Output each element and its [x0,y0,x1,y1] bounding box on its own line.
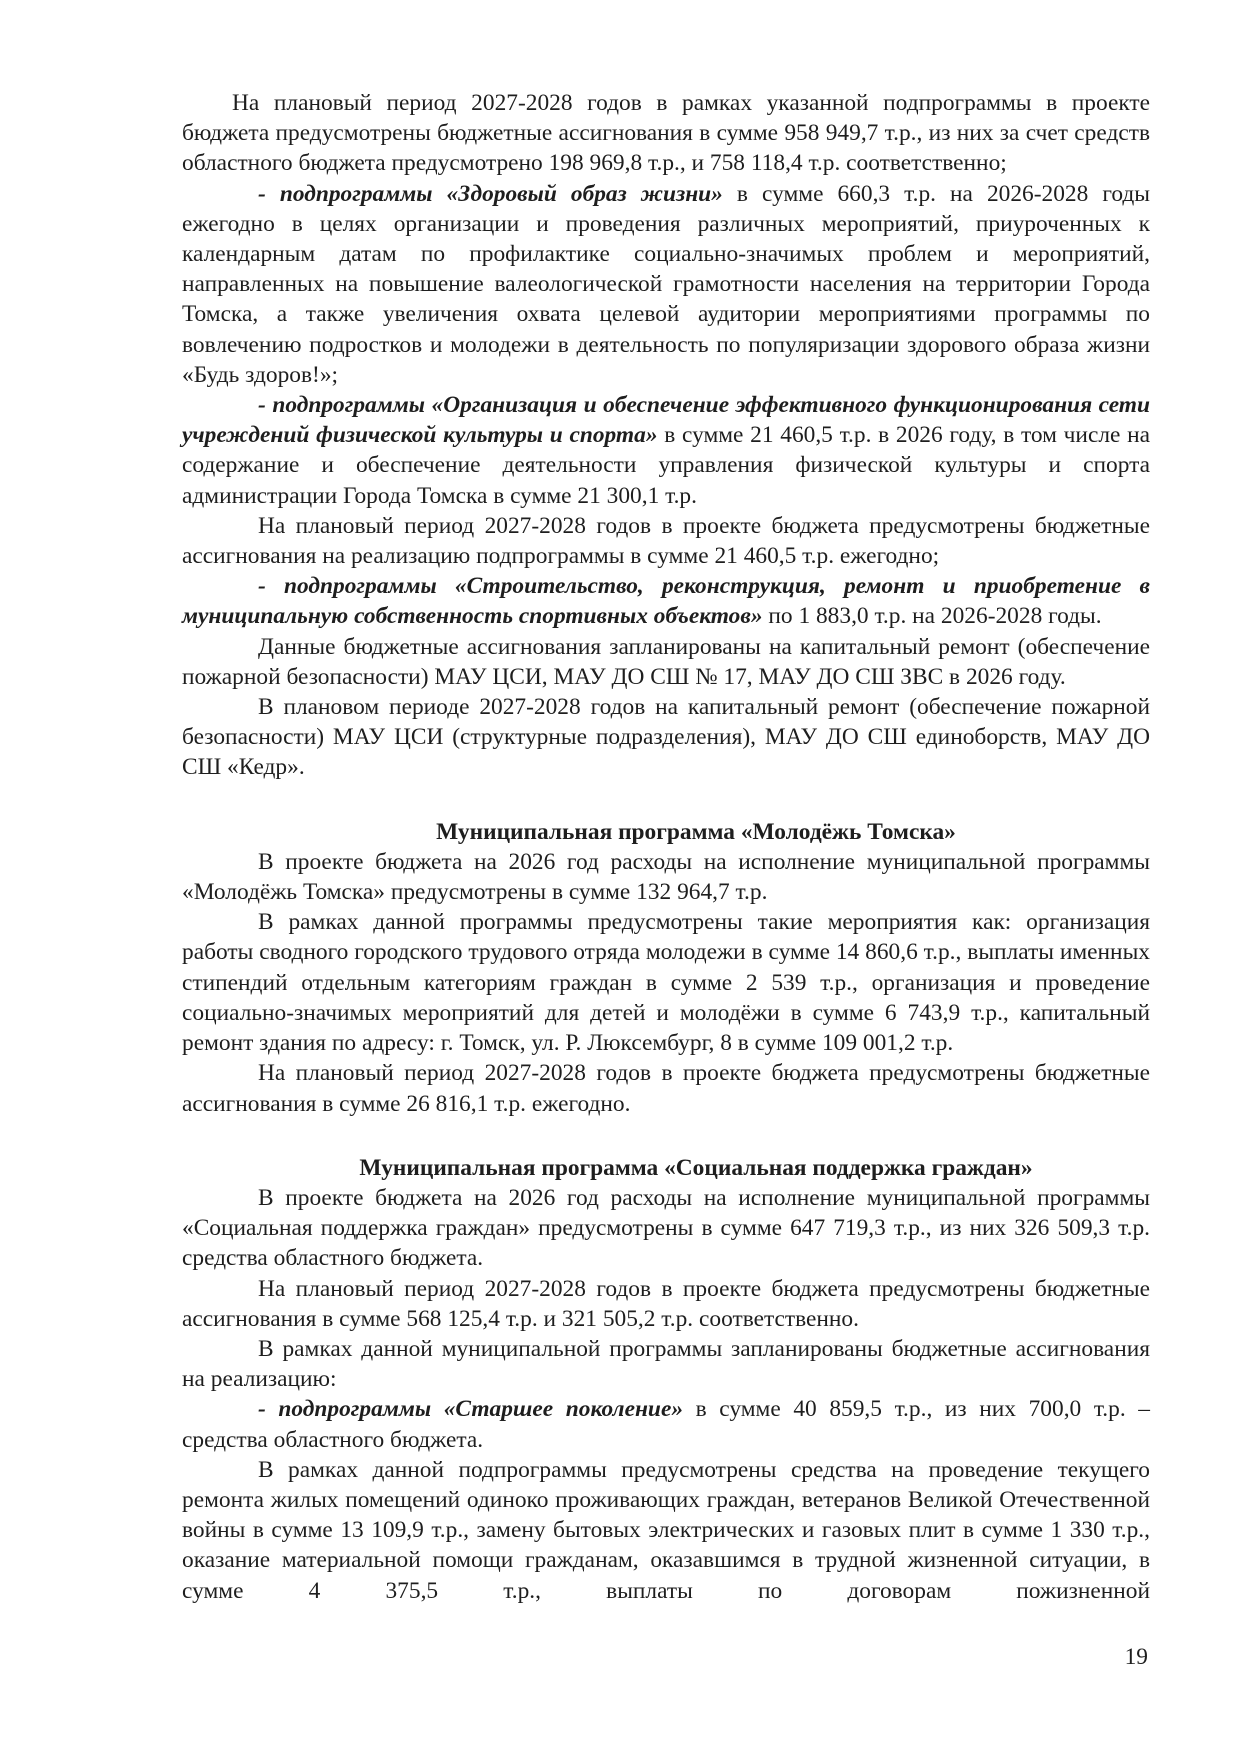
paragraph: На плановый период 2027-2028 годов в проекте бюджета предусмотрены бюджетные ассигнования в сумме 568 125,4 т.р. и 321 505,2 т.р. соответственно. [182,1275,1150,1332]
subprogram-title: - подпрограммы «Строительство, реконструкция, ремонт и приобретение в муниципальную собственность спортивных объектов» [182,573,1150,630]
subprogram-title: - подпрограммы «Здоровый образ жизни» [258,180,723,207]
paragraph-text: в сумме 21 460,5 т.р. в 2026 году, в том числе на содержание и обеспечение деятельности управления физической культуры и спорта администрации Города Томска в сумме 21 300,1 т.р. [182,422,1150,509]
paragraph: На плановый период 2027-2028 годов в проекте бюджета предусмотрены бюджетные ассигнования на реализацию подпрограммы в сумме 21 460,5 т.р. ежегодно; [182,512,1150,570]
paragraph: В проекте бюджета на 2026 год расходы на исполнение муниципальной программы «Социальная поддержка граждан» предусмотрены в сумме 647 719,3 т.р., из них 326 509,3 т.р. средства областного бюджета. [182,1184,1150,1272]
paragraph: В проекте бюджета на 2026 год расходы на исполнение муниципальной программы «Молодёжь Томска» предусмотрены в сумме 132 964,7 т.р. [182,848,1150,906]
paragraph-text: в сумме 40 859,5 т.р., из них 700,0 т.р. – средства областного бюджета. [182,1396,1151,1453]
paragraph: На плановый период 2027-2028 годов в рамках указанной подпрограммы в проекте бюджета предусмотрены бюджетные ассигнования в сумме 958 949,7 т.р., из них за счет средств областного бюджета предусмотрено 198 969,8 т.р., и 758 118,4 т.р. соответственно; [182,90,1150,177]
paragraph-text: по 1 883,0 т.р. на 2026-2028 годы. [762,603,1102,630]
page-number: 19 [1124,1644,1148,1670]
paragraph [182,1394,1150,1454]
paragraph [182,571,1150,631]
section-heading-social: Муниципальная программа «Социальная поддержка граждан» [359,1154,1033,1181]
paragraph: В плановом периоде 2027-2028 годов на капитальный ремонт (обеспечение пожарной безопасности) МАУ ЦСИ (структурные подразделения), МАУ ДО СШ единоборств, МАУ ДО СШ «Кедр». [182,694,1150,781]
subprogram-title: - подпрограммы «Организация и обеспечение эффективного функционирования сети учреждений физической культуры и спорта» [182,392,1150,449]
document-body [182,88,1150,1606]
section-heading-youth: Муниципальная программа «Молодёжь Томска» [436,818,956,845]
paragraph: На плановый период 2027-2028 годов в проекте бюджета предусмотрены бюджетные ассигнования в сумме 26 816,1 т.р. ежегодно. [182,1060,1150,1117]
paragraph-text: в сумме 660,3 т.р. на 2026-2028 годы ежегодно в целях организации и проведения различных мероприятий, приуроченных к календарным датам по профилактике социально-значимых проблем и мероприятий, направленных на повышение валеологической грамотности населения на территории Города Томска, а также увеличения охвата целевой аудитории мероприятиями программы по вовлечению подростков и молодежи в деятельность по популяризации здорового образа жизни «Будь здоров!»; [182,180,1150,388]
paragraph [182,390,1150,511]
paragraph: Данные бюджетные ассигнования запланированы на капитальный ремонт (обеспечение пожарной безопасности) МАУ ЦСИ, МАУ ДО СШ № 17, МАУ ДО СШ ЗВС в 2026 году. [182,633,1150,690]
subprogram-title: - подпрограммы «Старшее поколение» [258,1396,684,1423]
paragraph [182,179,1150,390]
paragraph: В рамках данной подпрограммы предусмотрены средства на проведение текущего ремонта жилых помещений одиноко проживающих граждан, ветеранов Великой Отечественной войны в сумме 13 109,9 т.р., замену бытовых электрических и газовых плит в сумме 1 330 т.р., оказание материальной помощи гражданам, оказавшимся в трудной жизненной ситуации, в сумме 4 375,5 т.р., выплаты по договорам пожизненной [182,1456,1150,1604]
paragraph: В рамках данной программы предусмотрены такие мероприятия как: организация работы сводного городского трудового отряда молодежи в сумме 14 860,6 т.р., выплаты именных стипендий отдельным категориям граждан в сумме 2 539 т.р., организация и проведение социально-значимых мероприятий для детей и молодёжи в сумме 6 743,9 т.р., капитальный ремонт здания по адресу: г. Томск, ул. Р. Люксембург, 8 в сумме 109 001,2 т.р. [182,909,1150,1057]
paragraph: В рамках данной муниципальной программы запланированы бюджетные ассигнования на реализацию: [182,1335,1150,1393]
